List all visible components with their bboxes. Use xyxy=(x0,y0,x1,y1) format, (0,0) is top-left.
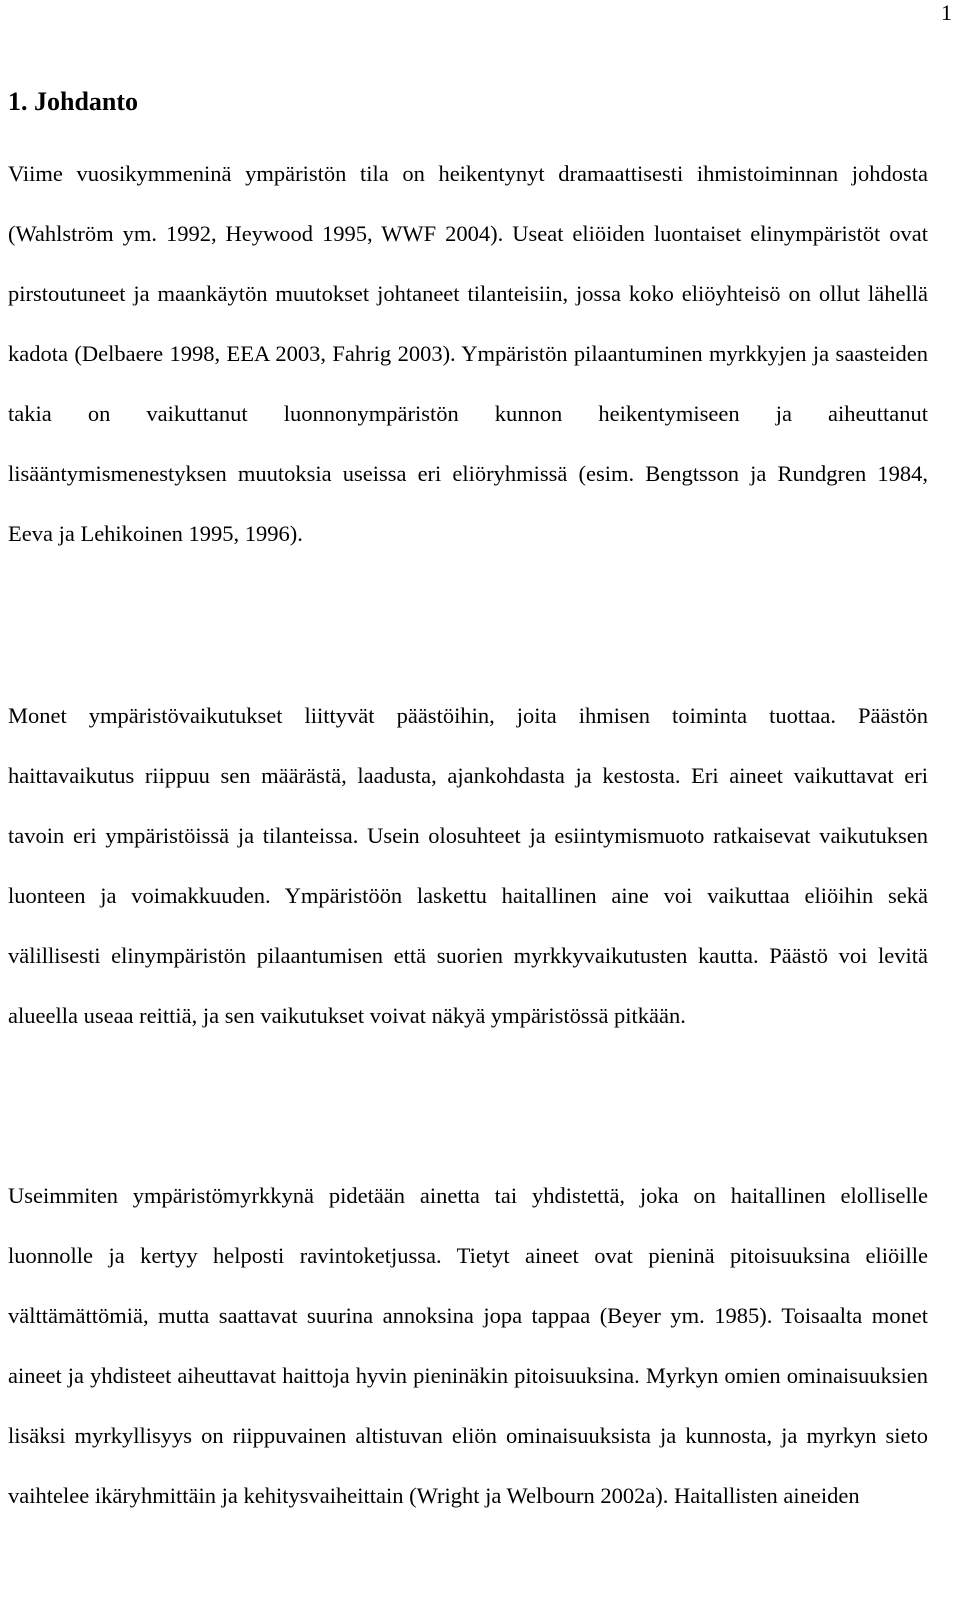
paragraph-toxins: Useimmiten ympäristömyrkkynä pidetään ainetta tai yhdistettä, joka on haitallinen elolliselle luonnolle ja kertyy helposti ravintoketjussa. Tietyt aineet ovat pieninä pitoisuuksina eliöille välttämättömiä, mutta saattavat suurina annoksina jopa tappaa (Beyer ym. 1985). Toisaalta monet aineet ja yhdisteet aiheuttavat haittoja hyvin pieninäkin pitoisuuksina. Myrkyn omien ominaisuuksien lisäksi myrkyllisyys on riippuvainen altistuvan eliön ominaisuuksista ja kunnosta, ja myrkyn sieto vaihtelee ikäryhmittäin ja kehitysvaiheittain (Wright ja Welbourn 2002a). Haitallisten aineiden xyxy=(8,1183,928,1508)
paragraph-emissions: Monet ympäristövaikutukset liittyvät päästöihin, joita ihmisen toiminta tuottaa. Päästön haittavaikutus riippuu sen määrästä, laadusta, ajankohdasta ja kestosta. Eri aineet vaikuttavat eri tavoin eri ympäristöissä ja tilanteissa. Usein olosuhteet ja esiintymismuoto ratkaisevat vaikutuksen luonteen ja voimakkuuden. Ympäristöön laskettu haitallinen aine voi vaikuttaa eliöihin sekä välillisesti elinympäristön pilaantumisen että suorien myrkkyvaikutusten kautta. Päästö voi levitä alueella useaa reittiä, ja sen vaikutukset voivat näkyä ympäristössä pitkään. xyxy=(8,703,928,1028)
section-heading: 1. Johdanto xyxy=(8,87,139,116)
paragraph-intro: Viime vuosikymmeninä ympäristön tila on heikentynyt dramaattisesti ihmistoiminnan johdosta (Wahlström ym. 1992, Heywood 1995, WWF 2004). Useat eliöiden luontaiset elinympäristöt ovat pirstoutuneet ja maankäytön muutokset johtaneet tilanteisiin, jossa koko eliöyhteisö on ollut lähellä kadota (Delbaere 1998, EEA 2003, Fahrig 2003). Ympäristön pilaantuminen myrkkyjen ja saasteiden takia on vaikuttanut luonnonympäristön kunnon heikentymiseen ja aiheuttanut lisääntymismenestyksen muutoksia useissa eri eliöryhmissä (esim. Bengtsson ja Rundgren 1984, Eeva ja Lehikoinen 1995, 1996). xyxy=(8,161,928,546)
page-number: 1 xyxy=(941,0,952,25)
